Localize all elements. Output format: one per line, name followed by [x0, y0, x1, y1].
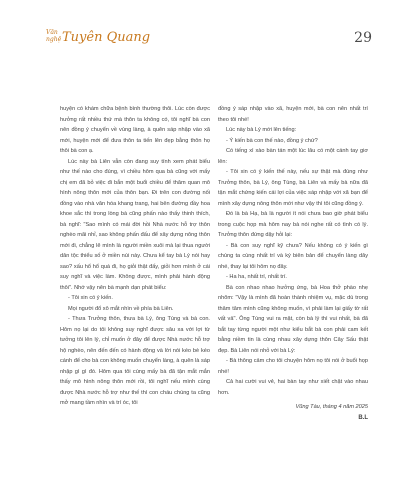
paragraph: - Tôi xin có ý kiến.: [68, 295, 113, 301]
paragraph: Mọi người đổ xô mắt nhìn về phía bà Liên.: [68, 305, 174, 312]
place-date: Vũng Tàu, tháng 4 năm 2025: [295, 404, 368, 410]
paragraph: Cả hai cười vui vẻ, hai bàn tay như xiết chặt vào nhau hơn.: [218, 379, 368, 396]
paragraph: - Bà con suy nghĩ kỹ chưa? Nếu không có ý kiến gì chúng ta cùng nhất trí và ký biên bản để chuyển làng dây nhé, thay lại tôi hôm nọ đây.: [218, 242, 368, 270]
paragraph: Có tiếng xì xào bàn tán một lúc lâu có một cánh tay giơ lên:: [218, 148, 368, 165]
author-signature: B.L: [358, 414, 368, 421]
logo-main-text: Tuyên Quang: [62, 30, 151, 45]
paragraph: Lúc này bà Liên vẫn còn đang suy tính xem phát biểu như thế nào cho đúng, vì chiều hôm qua bà cũng với mấy chị em đã bỏ việc đi bắn một buổi chiều để thăm quan mô hình nông thôn mới của thôn bạn. Đi trên con đường nối đồng vào nhà văn hóa khang trang, hai bên đường đầy hoa khoe sắc thì trong lòng bà cũng phấn nào thấy thinh thích, bà nghĩ: "Sao mình có mái đời hồi Nhà nước hỗ trợ thôn nghèo mãi nhỉ, sao không phấn đấu để xây dựng nông thôn mới đi, chẳng lẽ mình là người miền xuôi mà lại thua người dân tộc thiểu số ở miền núi này. Chưa kể tay bà Lý nói hay sao? xấu hổ hổ quá đi, họ giỏi thật đấy, giỏi hơn mình ở cái suy nghĩ và việc làm. Không được, mình phải hành động thôi". Nhớ vậy nên bà mạnh dạn phát biểu:: [60, 158, 210, 291]
page-header: [0, 0, 402, 60]
paragraph: - Bà thông cảm cho tôi chuyện hôm nọ tôi nói ở buổi họp nhé!: [218, 358, 368, 375]
page-number: 29: [354, 30, 372, 46]
paragraph: - Tôi xin có ý kiến thế này, nếu sự thật mà đúng như Trưởng thôn, bà Lý, ông Tùng, bà Liên và mấy bà nữa đã tận mắt chứng kiến cái lợi của việc sáp nhập với xã bạn để mình xây dựng nông thôn mới như vậy thì tôi cũng đồng ý.: [218, 169, 368, 207]
right-column: [218, 104, 368, 423]
paragraph: huyện có khám chữa bệnh bình thường thôi. Lúc còn được hưởng rất nhiều thứ mà thôn ta không có, tôi nghĩ bà con nên đồng ý chuyển về vùng làng, à quên sáp nhập vào xã mới, huyện mới để đưa thôn ta tiến lên đẹp bằng thôn họ thôi bà con ạ.: [60, 106, 210, 154]
paragraph: - Ha ha, nhất trí, nhất trí.: [226, 274, 287, 280]
paragraph: - Thưa Trưởng thôn, thưa bà Lý, ông Tùng và bà con. Hôm nọ lại do tôi không suy nghĩ được sâu xa với lợi từ tưởng tôi lên lý, chỉ muốn ở đây để được Nhà nước hỗ trợ hộ nghèo, nên đến đến có hành động và lời nói kéo bè kéo cánh để cho bà con không muốn chuyển làng, à quên là sáp nhập gì gì đó. Hôm qua tôi cùng mấy bà đã tận mắt mắn thấy mô hình nông thôn mới rồi, tôi nghĩ nếu mình cùng được Nhà nước hỗ trợ như thế thì con cháu chúng ta cũng mở mang tầm nhìn và trí óc, tôi: [60, 316, 210, 406]
left-column: [60, 104, 210, 409]
paragraph: - Ý kiến bà con thế nào, đồng ý chứ?: [226, 137, 318, 144]
paragraph: đồng ý sáp nhập vào xã, huyện mới, bà con nên nhất trí theo tôi nhé!: [218, 106, 368, 123]
paragraph: Đó là bà Hạ, bà là người ít nói chưa bao giờ phát biểu trong cuộc họp mà hôm nay bà nói nghe rất có tình có lý. Trưởng thôn đứng dậy hỏi lại:: [218, 211, 368, 238]
logo-small-text-2: nghệ: [46, 36, 62, 43]
paragraph: Lúc này bà Lý mới lên tiếng:: [226, 127, 297, 133]
logo-small-text-1: Văn: [46, 29, 58, 36]
paragraph: Bà con nhao nhao hưởng ứng, bà Hoa thở phào nhẹ nhõm: "Vậy là mình đã hoàn thành nhiệm vụ, mặc dù trong thâm tâm mình cũng không muốn, vì phải làm lại giấy tờ rất vất vả". Ông Tùng vui ra mặt, còn bà lý thì vui nhất, bà đã bắt tay từng người một như kiểu bắt bà con phải cam kết bằng niềm tin là cùng nhau xây dựng thôn Cây Sấu thật đẹp. Bà Liên nói nhỏ với bà Lý:: [218, 284, 368, 354]
